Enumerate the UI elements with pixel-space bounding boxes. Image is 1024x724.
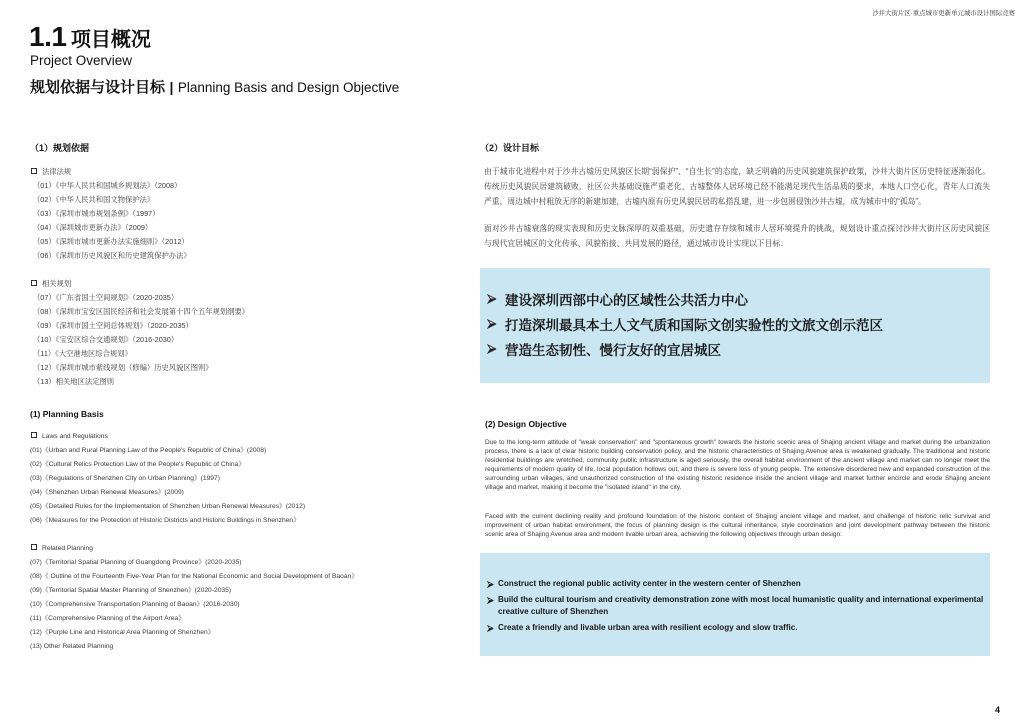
- list-item: （06）《深圳市历史风貌区和历史建筑保护办法》: [33, 251, 191, 260]
- objective-item: [487, 338, 990, 363]
- list-item: (03)《Regulations of Shenzhen City on Urban Planning》(1997): [30, 475, 220, 482]
- competition-title: 沙井大街片区·重点城市更新单元城市设计国际竞赛: [872, 10, 1015, 17]
- list-item: (04)《Shenzhen Urban Renewal Measures》(2009): [30, 489, 184, 496]
- design-objective-en-paragraph: Due to the long-term attitude of "weak conservation" and "spontaneous growth" towards the historic scenic area of Shajing ancient village and market during the urbanization process, there is a lack of clear historic building conservation policy, and the historic characteristics of Shajing Avenue area is weakened gradually. The traditional and historic residential buildings are wretched, community public infrastructure is aged seriously, the overall habitat environment of the ancient village and market can no longer meet the requirements of modern quality of life, local population hollows out, and there is severe loss of young people. The extensive disordered new and expanded construction of the surrounding urban villages, and unauthorized construction of the existing historic residence inside the ancient village and market further encircle and erode Shajing ancient village and market, making it become the "isolated island" in the city.: [485, 439, 990, 491]
- arrowhead-right-icon: [487, 344, 505, 354]
- list-item: （07）《广东省国土空间规划》（2020-2035）: [33, 293, 179, 302]
- objective-text: 建设深圳西部中心的区域性公共活力中心: [505, 293, 748, 308]
- hollow-square-icon: [31, 280, 37, 286]
- subtitle-en: Planning Basis and Design Objective: [177, 80, 400, 95]
- group-label-text: Related Planning: [42, 545, 93, 552]
- objectives-box-cn: [480, 268, 990, 383]
- subtitle-cn: 规划依据与设计目标: [30, 79, 166, 96]
- design-objective-cn-paragraph: 面对沙井古墟衰落的现实表现和历史文脉深厚的双重基础，历史遗存存续和城市人居环境提升的挑战，规划设计重点探讨沙井大街片区历史风貌区与现代宜居城区的文化传承、风貌衔接、共同发展的路径，通过城市设计实现以下目标：: [484, 224, 990, 248]
- objective-item: [480, 594, 986, 618]
- list-item: （12）《深圳市城市紫线规划（修编）历史风貌区图则》: [33, 363, 213, 372]
- list-item: （13）相关地区法定图则: [33, 377, 115, 386]
- objectives-box-en: [480, 553, 990, 656]
- objective-text: Create a friendly and livable urban area with resilient ecology and slow traffic.: [498, 623, 798, 632]
- objective-item: [487, 288, 990, 313]
- subtitle: [30, 78, 399, 97]
- list-item: （11）《大空港地区综合规划》: [33, 349, 132, 358]
- planning-basis-en-heading: (1) Planning Basis: [30, 409, 104, 419]
- design-objective-cn-paragraph: 由于城市化进程中对于沙井古墟历史风貌区长期“弱保护”、“自生长”的态度，缺乏明确的历史风貌建筑保护政策，沙井大街片区历史特征逐渐弱化。传统历史风貌民居建筑破败，社区公共基础设施严重老化，古墟整体人居环境已经不能满足现代生活品质的要求，本地人口空心化，青年人口流失严重，周边城中村粗放无序的新建加建，古墟内原有历史风貌民居的私搭乱建，进一步包围侵蚀沙井古墟，成为城市中的“孤岛”。: [484, 167, 990, 206]
- design-objective-en-paragraph: Faced with the current declining reality and profound foundation of the historic context of Shajing ancient village and market, and challenge of historic relic survival and improvement of urban habitat environment, the focus of planning design is the cultural inheritance, style coordination and joint development pathway between the historic scenic area of Shajing Avenue area and modern livable urban area, achieving the following objectives through urban design:: [485, 513, 990, 538]
- arrowhead-right-icon: [487, 581, 494, 588]
- laws-regulations-list-cn: [30, 165, 191, 263]
- subtitle-separator: |: [169, 79, 174, 95]
- objective-item: [487, 313, 990, 338]
- list-item: （01）《中华人民共和国城乡规划法》（2008）: [33, 181, 182, 190]
- objective-text: 打造深圳最具本土人文气质和国际文创实验性的文旅文创示范区: [505, 318, 883, 333]
- list-item: (02)《Cultural Relics Protection Law of the People's Republic of China》: [30, 461, 246, 468]
- laws-regulations-list-en: [30, 430, 305, 528]
- objective-item: [480, 622, 986, 634]
- objectives-list-cn: [487, 288, 990, 363]
- hollow-square-icon: [31, 168, 37, 174]
- list-item: （04）《深圳城市更新办法》（2009）: [33, 223, 153, 232]
- hollow-square-icon: [31, 544, 37, 550]
- list-item: (13) Other Related Planning: [30, 643, 114, 650]
- arrowhead-right-icon: [487, 294, 505, 304]
- group-label-text: 相关规划: [42, 279, 72, 288]
- design-objective-en-heading: (2) Design Objective: [485, 419, 567, 429]
- objective-text: Build the cultural tourism and creativity demonstration zone with most local humanistic quality and international experimental creative culture of Shenzhen: [498, 595, 984, 616]
- list-item: (10)《Comprehensive Transportation Planning of Baoan》(2016-2030): [30, 601, 240, 608]
- group-label-text: Laws and Regulations: [42, 433, 108, 440]
- objective-text: Construct the regional public activity center in the western center of Shenzhen: [498, 579, 801, 588]
- group-label: [30, 165, 191, 179]
- list-item: （08）《深圳市宝安区国民经济和社会发展第十四个五年规划纲要》: [33, 307, 250, 316]
- objectives-list-en: [480, 578, 986, 634]
- list-item: (12)《Purple Line and Historical Area Planning of Shenzhen》: [30, 629, 215, 636]
- list-item: (07)《Territorial Spatial Planning of Guangdong Province》(2020-2035): [30, 559, 242, 566]
- related-planning-list-en: [30, 542, 358, 654]
- list-item: (06)《Measures for the Protection of Historic Districts and Historic Buildings in Shenzhen》: [30, 517, 300, 524]
- arrowhead-right-icon: [487, 625, 494, 632]
- list-item: (05)《Detailed Rules for the Implementation of Shenzhen Urban Renewal Measures》(2012): [30, 503, 306, 510]
- page-number: 4: [995, 705, 1001, 715]
- list-item: (01)《Urban and Rural Planning Law of the People's Republic of China》(2008): [30, 447, 267, 454]
- group-label: [30, 277, 249, 291]
- design-objective-cn-heading: （2）设计目标: [480, 143, 540, 153]
- objective-text: 营造生态韧性、慢行友好的宜居城区: [505, 343, 721, 358]
- hollow-square-icon: [31, 432, 37, 438]
- list-item: （10）《宝安区综合交通规划》（2016-2030）: [33, 335, 179, 344]
- group-label-text: 法律法规: [42, 167, 72, 176]
- group-label: [30, 542, 358, 556]
- arrowhead-right-icon: [487, 319, 505, 329]
- list-item: （02）《中华人民共和国文物保护法》: [33, 195, 155, 204]
- section-title-en: Project Overview: [30, 53, 133, 68]
- list-item: （09）《深圳市国土空间总体规划》（2020-2035）: [33, 321, 193, 330]
- group-label: [30, 430, 305, 444]
- list-item: (11)《Comprehensive Planning of the Airport Area》: [30, 615, 185, 622]
- planning-basis-cn-heading: （1）规划依据: [30, 143, 90, 153]
- section-number: 1.1: [29, 21, 67, 52]
- section-title-cn: 项目概况: [70, 29, 151, 51]
- objective-item: [480, 578, 986, 590]
- arrowhead-right-icon: [487, 597, 494, 604]
- related-planning-list-cn: [30, 277, 249, 389]
- list-item: （03）《深圳市城市规划条例》（1997）: [33, 209, 160, 218]
- list-item: (08)《 Outline of the Fourteenth Five-Year Plan for the National Economic and Social Development of Baoan》: [30, 573, 358, 580]
- list-item: （05）《深圳市城市更新办法实施细则》（2012）: [33, 237, 189, 246]
- list-item: (09)《Territorial Spatial Master Planning of Shenzhen》(2020-2035): [30, 587, 232, 594]
